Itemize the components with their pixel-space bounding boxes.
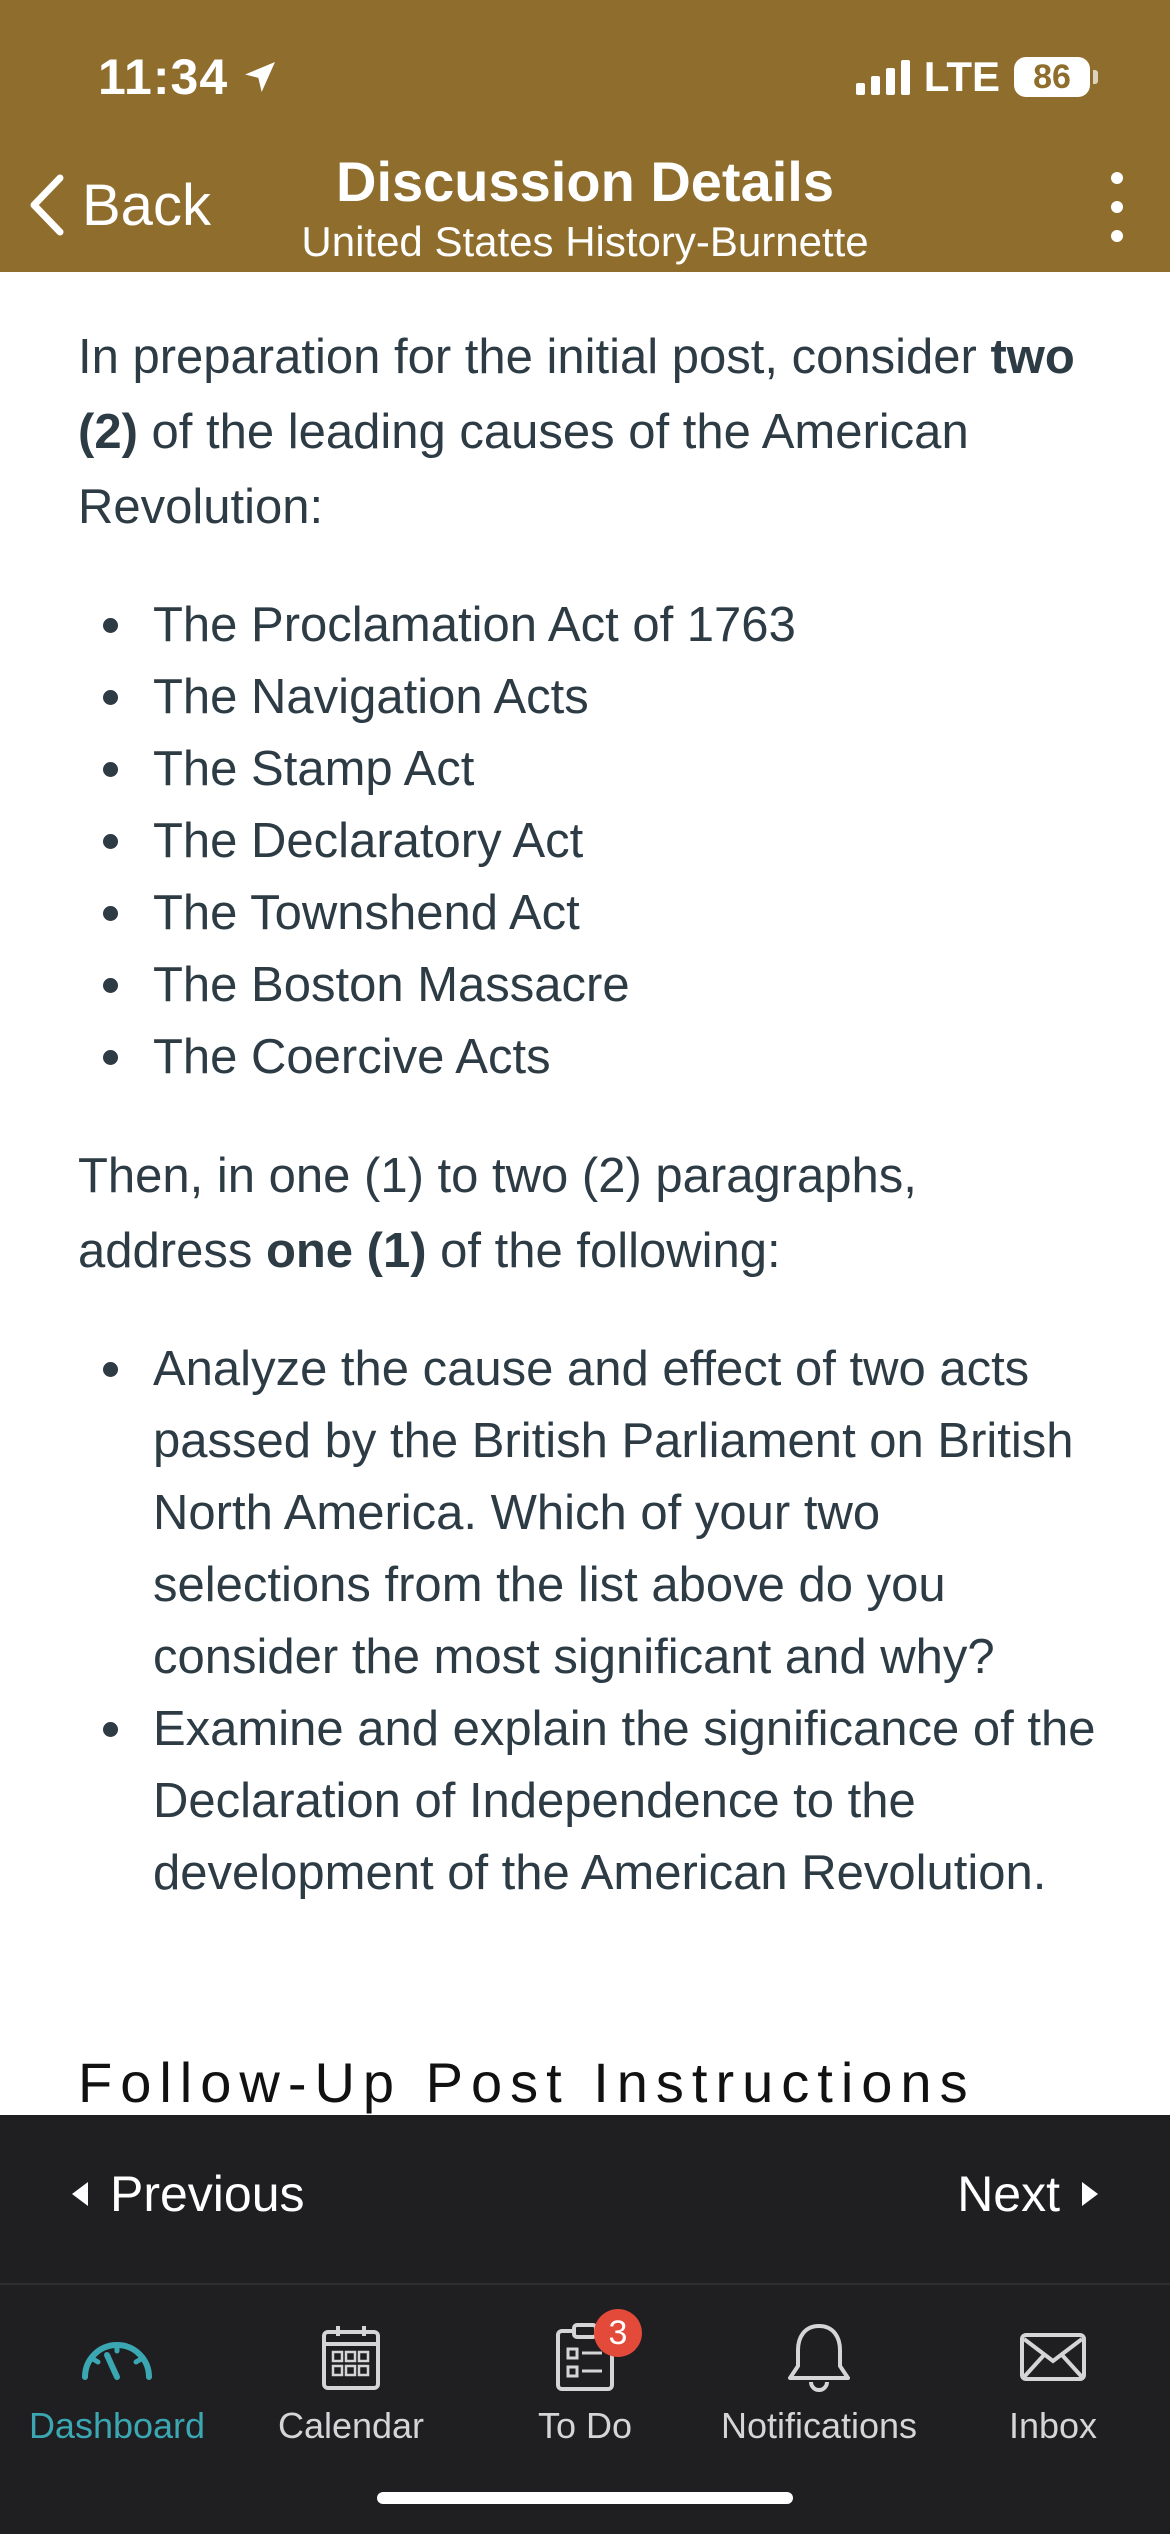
tab-inbox[interactable] — [936, 2315, 1170, 2455]
prompts-list — [78, 1333, 1098, 1909]
more-dot-icon — [1111, 172, 1123, 184]
list-item: The Coercive Acts — [153, 1021, 1098, 1093]
calendar-icon — [320, 2315, 382, 2399]
then-text: Then, in one (1) to two (2) paragraphs, address — [78, 1149, 917, 1278]
network-type: LTE — [923, 53, 1000, 100]
next-label: Next — [957, 2166, 1060, 2222]
home-indicator[interactable] — [377, 2492, 793, 2504]
more-dot-icon — [1111, 230, 1123, 242]
more-dot-icon — [1111, 201, 1123, 213]
intro-bold: two (2) — [78, 330, 1075, 459]
back-label: Back — [82, 172, 211, 238]
inbox-icon — [1018, 2315, 1088, 2399]
instructions-paragraph — [78, 1139, 1098, 1289]
dashboard-icon — [79, 2315, 155, 2399]
status-time — [98, 48, 280, 106]
intro-paragraph — [78, 320, 1098, 545]
tab-label: Notifications — [720, 2405, 918, 2446]
status-indicators — [856, 52, 1090, 102]
battery-icon — [1014, 57, 1090, 97]
caret-left-icon — [72, 2182, 88, 2206]
page-title: Discussion Details — [336, 150, 834, 213]
list-item: Examine and explain the significance of the Declaration of Independence to the development of the American Revolution. — [153, 1693, 1098, 1909]
previous-label: Previous — [110, 2166, 305, 2222]
more-options-button[interactable] — [1092, 172, 1142, 242]
status-time-text: 11:34 — [98, 49, 229, 105]
intro-text: In preparation for the initial post, consider — [78, 330, 991, 384]
list-item: The Stamp Act — [153, 733, 1098, 805]
battery-level: 86 — [1033, 57, 1071, 96]
cellular-signal-icon — [856, 59, 910, 95]
todo-icon — [554, 2313, 628, 2399]
tab-label: To Do — [537, 2405, 633, 2446]
app-header — [0, 0, 1170, 272]
tab-label: Inbox — [1008, 2405, 1098, 2446]
tab-todo[interactable] — [468, 2315, 702, 2455]
list-item: The Boston Massacre — [153, 949, 1098, 1021]
list-item: Analyze the cause and effect of two acts passed by the British Parliament on British North America. Which of your two selections from the list above do you consider the most significant and why? — [153, 1333, 1098, 1693]
then-text-end: of the following: — [426, 1224, 781, 1278]
causes-list — [78, 589, 1098, 1093]
todo-badge: 3 — [594, 2309, 642, 2357]
tab-label: Calendar — [277, 2405, 425, 2446]
list-item: The Proclamation Act of 1763 — [153, 589, 1098, 661]
list-item: The Declaratory Act — [153, 805, 1098, 877]
tab-calendar[interactable] — [234, 2315, 468, 2455]
location-arrow-icon — [240, 57, 280, 97]
discussion-body — [78, 320, 1098, 1909]
pager-bar — [0, 2115, 1170, 2283]
followup-heading: Follow-Up Post Instructions — [78, 2051, 976, 2114]
intro-text-end: of the leading causes of the American Revolution: — [78, 405, 969, 534]
previous-button[interactable] — [72, 2165, 305, 2223]
bell-icon — [784, 2315, 854, 2399]
course-subtitle: United States History-Burnette — [301, 218, 869, 265]
next-button[interactable] — [957, 2165, 1098, 2223]
tab-dashboard[interactable] — [0, 2315, 234, 2455]
list-item: The Navigation Acts — [153, 661, 1098, 733]
tab-notifications[interactable] — [702, 2315, 936, 2455]
list-item: The Townshend Act — [153, 877, 1098, 949]
then-bold: one (1) — [265, 1224, 427, 1278]
tab-label: Dashboard — [28, 2405, 206, 2446]
caret-right-icon — [1082, 2182, 1098, 2206]
